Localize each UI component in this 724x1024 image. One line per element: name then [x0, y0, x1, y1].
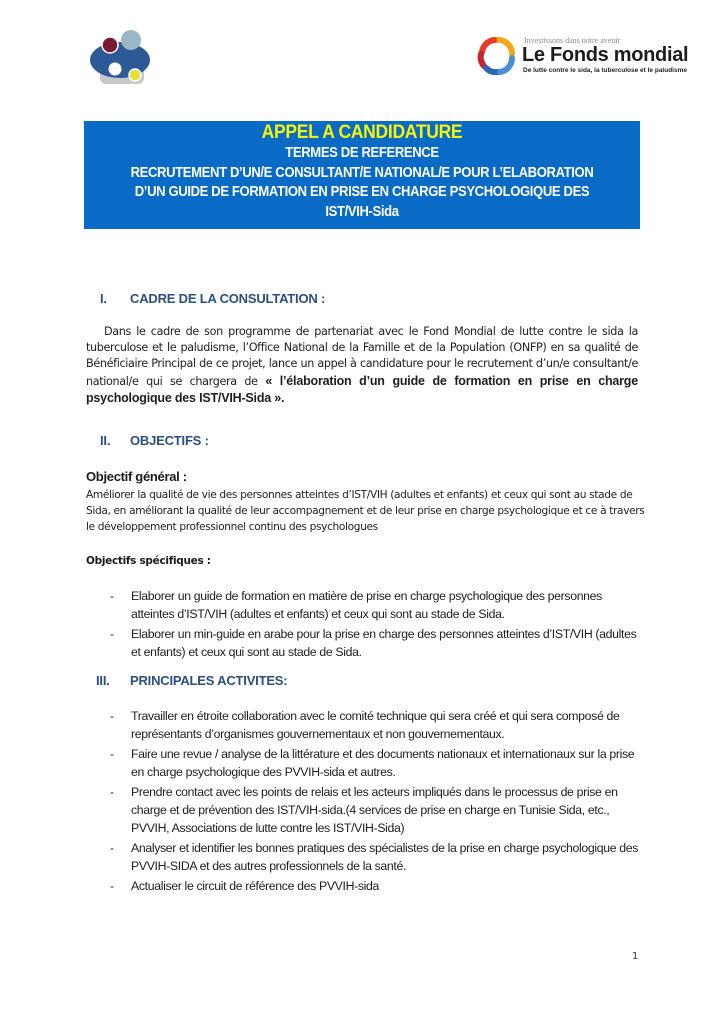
section-title: CADRE DE LA CONSULTATION : [130, 291, 326, 306]
section-title: OBJECTIFS : [130, 433, 209, 448]
list-item: - Elaborer un min-guide en arabe pour la prise en charge des personnes atteintes d’IST/VIH (adultes et enfants) et ceux qui sont au stade de Sida. [110, 627, 637, 659]
logo-tagline-bottom: De lutte contre le sida, la tuberculose et le paludisme [523, 67, 687, 74]
objectifs-specifiques-list [110, 587, 640, 663]
onfp-logo-icon [86, 28, 158, 86]
title-banner [84, 121, 640, 229]
logo-tagline-top: Investissons dans notre avenir [524, 36, 621, 45]
section-number: III. [96, 673, 110, 688]
objectif-general-text: Améliorer la qualité de vie des personnes atteintes d’IST/VIH (adultes et enfants) et ceux qui sont au stade de Sida, en améliorant la qualité de leur accompagnement et de leur prise en charge psychologique et ce à travers le développement professionnel continu des psychologues [86, 489, 645, 534]
section-heading-activites [96, 673, 287, 688]
onfp-logo [86, 28, 158, 86]
bullet-dash-icon: - [110, 841, 114, 855]
list-item: - Actualiser le circuit de référence des PVVIH-sida [110, 879, 380, 893]
objectif-general-heading: Objectif général : [86, 469, 187, 484]
page-number: 1 [632, 951, 639, 962]
bullet-dash-icon: - [110, 747, 114, 761]
cadre-paragraph [86, 324, 638, 407]
bullet-dash-icon: - [110, 589, 114, 603]
section-heading-objectifs [100, 433, 209, 448]
list-item: - Prendre contact avec les points de relais et les acteurs impliqués dans le processus de prise en charge et de prévention des IST/VIH-sida.(4 services de prise en charge en Tunisie Sida, etc., PVVIH, Associations de lutte contre les IST/VIH-Sida) [110, 785, 618, 835]
bullet-dash-icon: - [110, 879, 114, 893]
section-title: PRINCIPALES ACTIVITES: [130, 673, 288, 688]
activites-list [110, 707, 640, 897]
list-item: - Elaborer un guide de formation en matière de prise en charge psychologique des personnes atteintes d’IST/VIH (adultes et enfants) et ceux qui sont au stade de Sida. [110, 589, 602, 621]
banner-title: APPEL A CANDIDATURE [261, 122, 463, 143]
section-heading-cadre [100, 291, 325, 306]
section-number: II. [100, 433, 111, 448]
list-item: - Analyser et identifier les bonnes pratiques des spécialistes de la prise en charge psychologique des PVVIH-SIDA et des autres professionnels de la santé. [110, 841, 639, 873]
global-fund-swirl-icon [476, 36, 518, 76]
list-item: - Faire une revue / analyse de la littérature et des documents nationaux et internationaux sur la prise en charge psychologique des PVVIH-sida et autres. [110, 747, 635, 779]
cadre-paragraph-text: Dans le cadre de son programme de partenariat avec le Fond Mondial de lutte contre le sida la tuberculose et le paludisme, l’Office National de la Famille et de la Population (ONFP) en sa qualité de Bénéficiaire Principal de ce projet, lance un appel à candidature pour le recrutement d’un/e consultant/e national/e qui se chargera de [86, 325, 638, 388]
bullet-dash-icon: - [110, 709, 114, 723]
cadre-paragraph-bold: « l’élaboration d’un guide de formation en prise en charge psychologique des IST/VIH-Sida ». [86, 373, 638, 405]
bullet-dash-icon: - [110, 785, 114, 799]
banner-subtitle: TERMES DE REFERENCE [285, 145, 439, 161]
bullet-dash-icon: - [110, 627, 114, 641]
objectifs-specifiques-heading: Objectifs spécifiques : [86, 555, 211, 567]
banner-line: RECRUTEMENT D’UN/E CONSULTANT/E NATIONAL/E POUR L’ELABORATION [130, 164, 594, 181]
banner-line: D’UN GUIDE DE FORMATION EN PRISE EN CHARGE PSYCHOLOGIQUE DES [134, 184, 590, 200]
section-number: I. [100, 291, 107, 306]
global-fund-logo [476, 34, 689, 78]
list-item: - Travailler en étroite collaboration avec le comité technique qui sera créé et qui sera composé de représentants d’organismes gouvernementaux et non gouvernementaux. [110, 709, 620, 741]
logo-brand-name: Le Fonds mondial [522, 44, 689, 66]
banner-line: IST/VIH-Sida [325, 203, 399, 220]
